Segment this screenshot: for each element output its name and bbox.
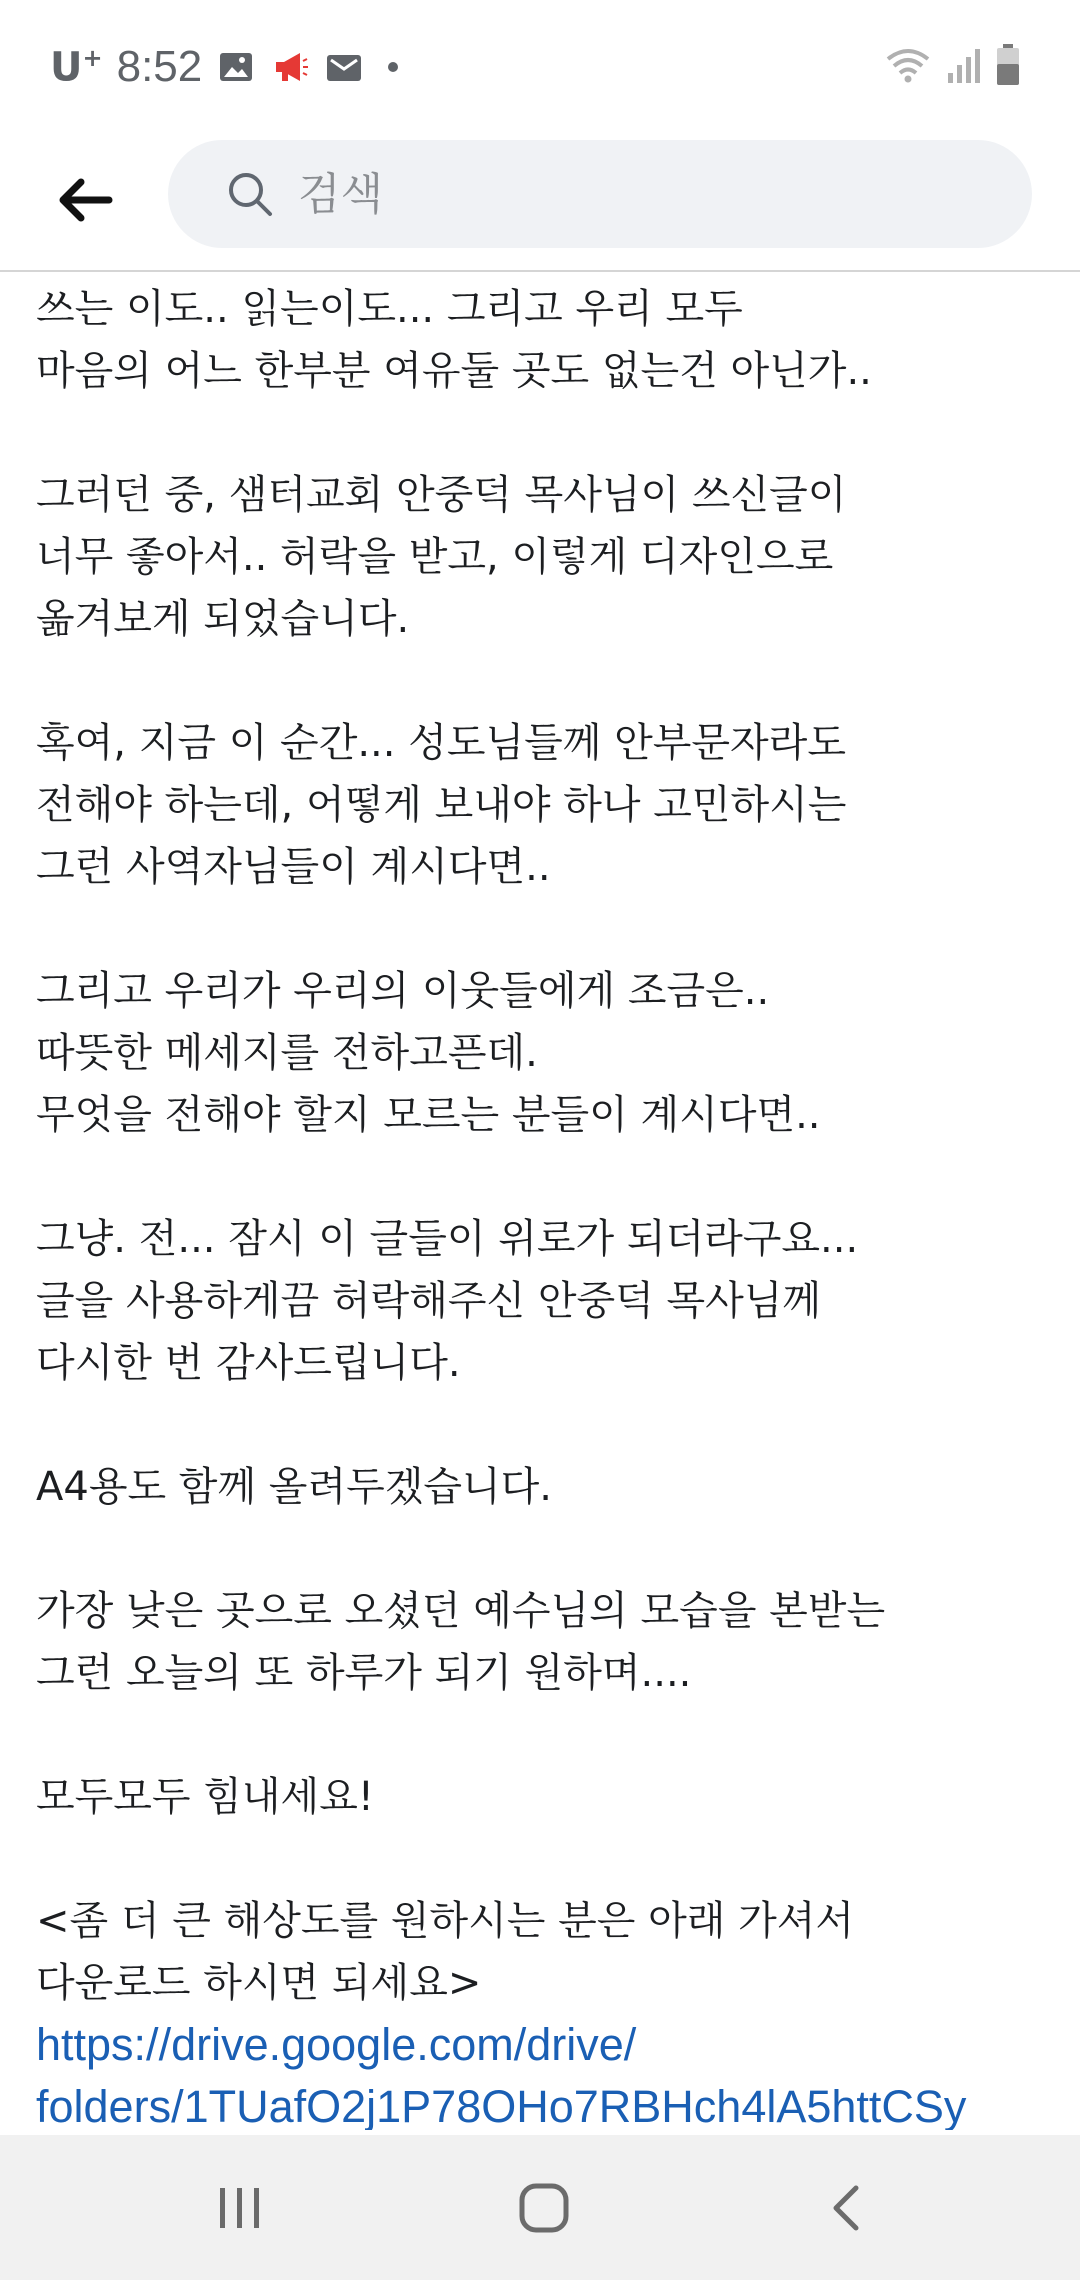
back-icon xyxy=(820,2180,876,2236)
text-line: 너무 좋아서.. 허락을 받고, 이렇게 디자인으로 xyxy=(36,534,834,580)
battery-icon xyxy=(996,44,1020,86)
text-line: 전해야 하는데, 어떻게 보내야 하나 고민하시는 xyxy=(36,782,847,828)
recent-apps-button[interactable] xyxy=(190,2165,290,2250)
text-line: 모두모두 힘내세요! xyxy=(36,1774,374,1820)
text-line: <좀 더 큰 해상도를 원하시는 분은 아래 가셔서 xyxy=(36,1898,855,1944)
status-left xyxy=(50,42,398,92)
home-icon xyxy=(514,2178,574,2238)
mail-icon xyxy=(324,47,364,87)
drive-link-line-1[interactable]: https://drive.google.com/drive/ xyxy=(36,2019,637,2070)
text-line: 다운로드 하시면 되세요> xyxy=(36,1960,482,2006)
signal-icon xyxy=(946,45,982,85)
paragraph-download xyxy=(36,1890,1066,2130)
paragraph xyxy=(36,960,1066,1146)
text-line: 무엇을 전해야 할지 모르는 분들이 계시다면.. xyxy=(36,1092,821,1138)
status-bar xyxy=(0,0,1080,140)
text-line: 따뜻한 메세지를 전하고픈데. xyxy=(36,1030,538,1076)
paragraph xyxy=(36,1766,1066,1828)
image-icon xyxy=(216,47,256,87)
carrier-label: U+ xyxy=(50,43,103,91)
drive-link-line-2[interactable]: folders/1TUafO2j1P78OHo7RBHch4lA5httCSy xyxy=(36,2081,967,2130)
search-input[interactable] xyxy=(296,168,980,221)
paragraph xyxy=(36,1456,1066,1518)
paragraph xyxy=(36,712,1066,898)
search-icon xyxy=(224,168,276,220)
wifi-icon xyxy=(884,45,932,85)
arrow-left-icon xyxy=(57,178,113,222)
header xyxy=(0,140,1080,270)
header-divider xyxy=(0,270,1080,272)
text-line: 쓰는 이도.. 읽는이도... 그리고 우리 모두 xyxy=(36,286,743,332)
home-button[interactable] xyxy=(494,2165,594,2250)
megaphone-icon xyxy=(270,47,310,87)
back-button[interactable] xyxy=(50,165,120,235)
navigation-bar xyxy=(0,2135,1080,2280)
recent-apps-icon xyxy=(210,2180,270,2236)
paragraph xyxy=(36,1580,1066,1704)
post-content xyxy=(36,278,1066,2130)
text-line: 그러던 중, 샘터교회 안중덕 목사님이 쓰신글이 xyxy=(36,472,847,518)
search-bar[interactable] xyxy=(168,140,1032,248)
paragraph xyxy=(36,278,1066,402)
text-line: 옮겨보게 되었습니다. xyxy=(36,596,410,642)
text-line: 가장 낮은 곳으로 오셨던 예수님의 모습을 본받는 xyxy=(36,1588,886,1634)
notification-dot-icon xyxy=(388,62,398,72)
text-line: 마음의 어느 한부분 여유둘 곳도 없는건 아닌가.. xyxy=(36,348,872,394)
text-line: 그런 오늘의 또 하루가 되기 원하며.... xyxy=(36,1650,692,1696)
nav-back-button[interactable] xyxy=(798,2165,898,2250)
text-line: 그런 사역자님들이 계시다면.. xyxy=(36,844,551,890)
paragraph xyxy=(36,464,1066,650)
text-line: 혹여, 지금 이 순간... 성도님들께 안부문자라도 xyxy=(36,720,846,766)
status-right xyxy=(884,44,1020,86)
text-line: 다시한 번 감사드립니다. xyxy=(36,1340,461,1386)
text-line: 글을 사용하게끔 허락해주신 안중덕 목사님께 xyxy=(36,1278,822,1324)
paragraph xyxy=(36,1208,1066,1394)
text-line: 그냥. 전... 잠시 이 글들이 위로가 되더라구요... xyxy=(36,1216,859,1262)
text-line: A4용도 함께 올려두겠습니다. xyxy=(36,1464,552,1510)
status-time: 8:52 xyxy=(116,42,203,91)
text-line: 그리고 우리가 우리의 이웃들에게 조금은.. xyxy=(36,968,770,1014)
